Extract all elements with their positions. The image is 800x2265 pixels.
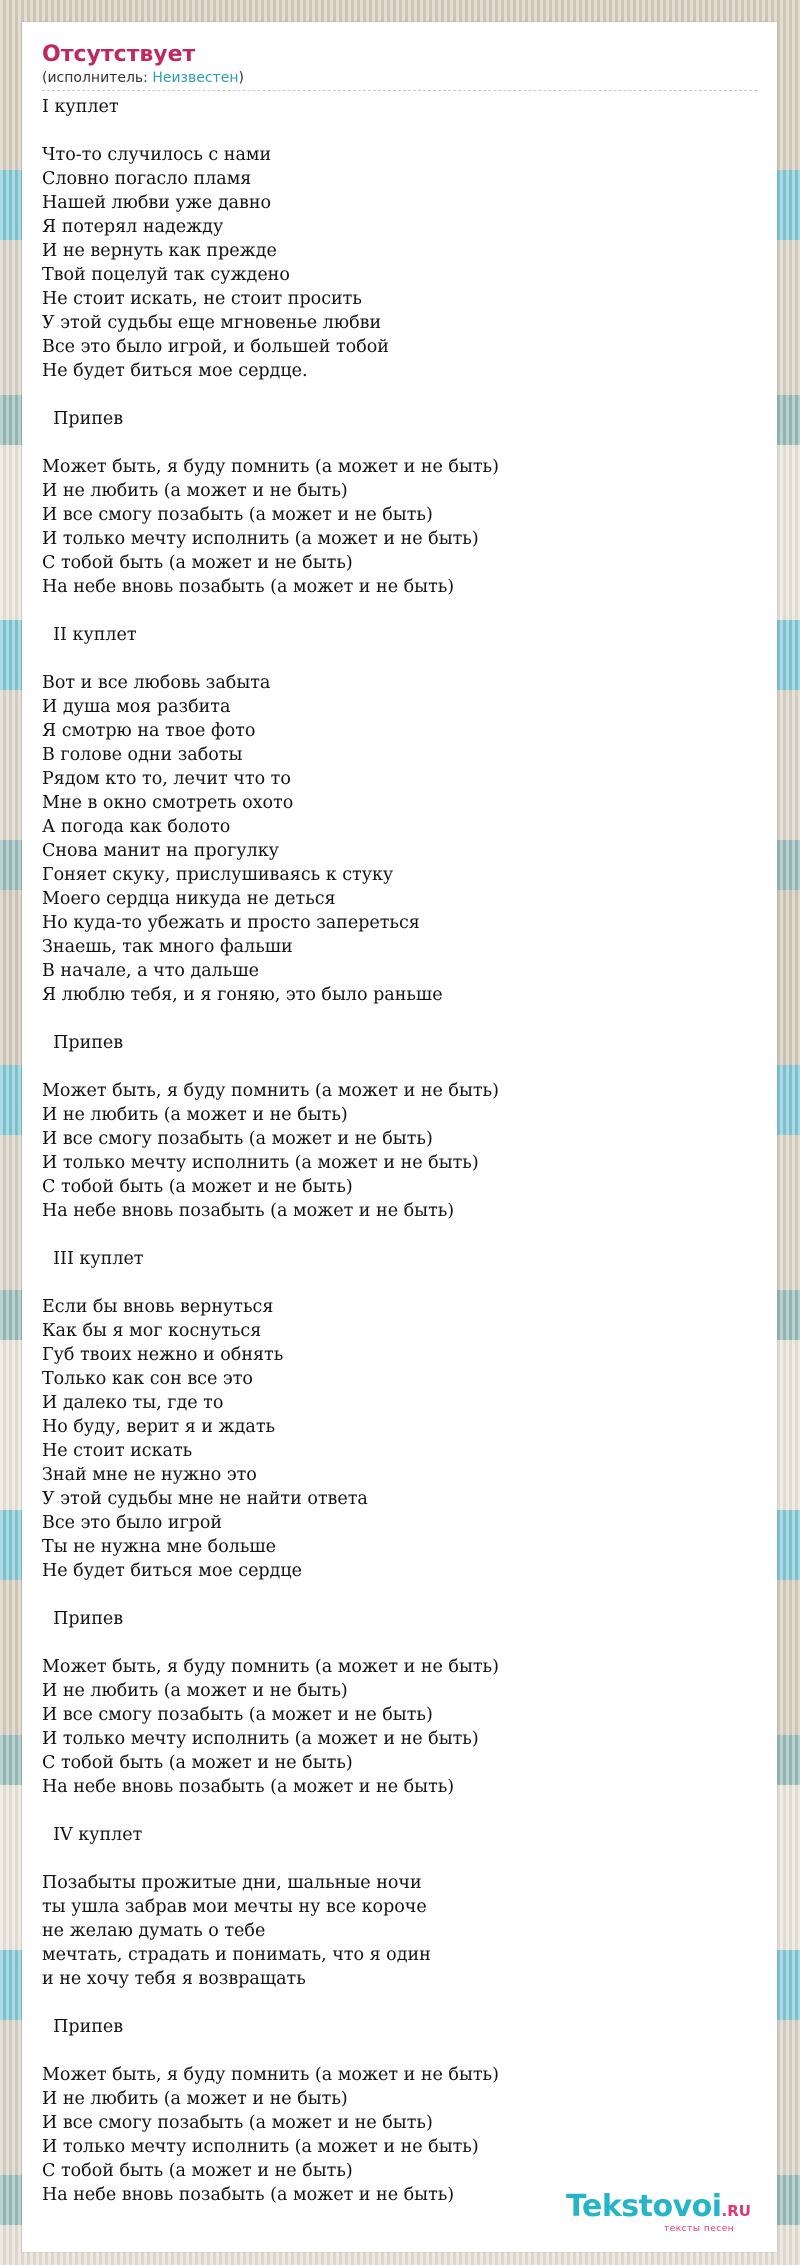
lyric-line: Припев <box>42 1033 124 1053</box>
lyric-line: В начале, а что дальше <box>42 961 259 981</box>
lyric-line: Снова манит на прогулку <box>42 841 279 861</box>
lyric-line: И не любить (а может и не быть) <box>42 481 348 501</box>
lyric-line: Не стоит искать <box>42 1441 193 1461</box>
lyric-line: И все смогу позабыть (а может и не быть) <box>42 505 433 525</box>
lyric-line: Может быть, я буду помнить (а может и не быть) <box>42 1081 499 1101</box>
lyric-line: И далеко ты, где то <box>42 1393 224 1413</box>
lyric-line: Я смотрю на твое фото <box>42 721 256 741</box>
lyric-line: Твой поцелуй так суждено <box>42 265 290 285</box>
lyric-line: Но буду, верит я и ждать <box>42 1417 276 1437</box>
lyric-line: С тобой быть (а может и не быть) <box>42 553 353 573</box>
lyric-line: Может быть, я буду помнить (а может и не быть) <box>42 1657 499 1677</box>
lyric-line: Но куда-то убежать и просто запереться <box>42 913 420 933</box>
lyric-line: У этой судьбы еще мгновенье любви <box>42 313 382 333</box>
lyric-line: И только мечту исполнить (а может и не быть) <box>42 1729 479 1749</box>
lyric-line: Позабыты прожитые дни, шальные ночи <box>42 1873 422 1893</box>
lyric-line: И не любить (а может и не быть) <box>42 2089 348 2109</box>
lyric-line: Нашей любви уже давно <box>42 193 272 213</box>
lyric-line: И все смогу позабыть (а может и не быть) <box>42 1705 433 1725</box>
artist-suffix: ) <box>238 70 244 86</box>
lyric-line: С тобой быть (а может и не быть) <box>42 1177 353 1197</box>
lyric-line <box>42 1631 757 1655</box>
lyric-line: На небе вновь позабыть (а может и не быть) <box>42 1777 455 1797</box>
lyric-line <box>42 2039 757 2063</box>
song-title: Отсутствует <box>42 42 196 67</box>
lyric-line: Я люблю тебя, и я гоняю, это было раньше <box>42 985 443 1005</box>
lyric-line: Припев <box>42 2017 124 2037</box>
lyric-line: Припев <box>42 409 124 429</box>
lyric-line <box>42 431 757 455</box>
artist-line <box>42 68 757 91</box>
lyric-line <box>42 119 757 143</box>
artist-link[interactable]: Неизвестен <box>152 70 239 86</box>
lyric-line: И не вернуть как прежде <box>42 241 277 261</box>
lyric-line: Губ твоих нежно и обнять <box>42 1345 284 1365</box>
lyric-line <box>42 1799 757 1823</box>
lyric-line: С тобой быть (а может и не быть) <box>42 1753 353 1773</box>
lyric-line <box>42 1271 757 1295</box>
lyric-line: Что-то случилось с нами <box>42 145 272 165</box>
lyric-line: II куплет <box>42 625 137 645</box>
lyric-line: Мне в окно смотреть охото <box>42 793 294 813</box>
site-logo[interactable] <box>566 2190 776 2240</box>
lyric-line: Не стоит искать, не стоит просить <box>42 289 362 309</box>
lyric-line: Только как сон все это <box>42 1369 253 1389</box>
lyric-line: Гоняет скуку, прислушиваясь к стуку <box>42 865 394 885</box>
lyric-line: На небе вновь позабыть (а может и не быть) <box>42 2185 455 2205</box>
lyric-line: Припев <box>42 1609 124 1629</box>
lyric-line: Словно погасло пламя <box>42 169 252 189</box>
lyric-line <box>42 1223 757 1247</box>
lyric-line: И душа моя разбита <box>42 697 231 717</box>
lyric-line: Знаешь, так много фальши <box>42 937 293 957</box>
lyric-line <box>42 383 757 407</box>
lyric-line: Если бы вновь вернуться <box>42 1297 274 1317</box>
lyric-line: И не любить (а может и не быть) <box>42 1681 348 1701</box>
lyric-line <box>42 599 757 623</box>
lyric-line: IV куплет <box>42 1825 143 1845</box>
lyric-line: Рядом кто то, лечит что то <box>42 769 291 789</box>
lyric-line: И только мечту исполнить (а может и не быть) <box>42 2137 479 2157</box>
logo-tagline: тексты песен <box>664 2224 735 2234</box>
logo-wordmark: Tekstovoi <box>566 2189 722 2224</box>
lyric-line: Не будет биться мое сердце. <box>42 361 308 381</box>
lyric-line: С тобой быть (а может и не быть) <box>42 2161 353 2181</box>
lyric-line <box>42 1847 757 1871</box>
lyric-line: Не будет биться мое сердце <box>42 1561 303 1581</box>
lyric-line <box>42 1583 757 1607</box>
logo-tld: .RU <box>721 2202 751 2220</box>
lyric-line: У этой судьбы мне не найти ответа <box>42 1489 368 1509</box>
lyric-line: В голове одни заботы <box>42 745 243 765</box>
lyric-line: И все смогу позабыть (а может и не быть) <box>42 2113 433 2133</box>
lyric-line: не желаю думать о тебе <box>42 1921 266 1941</box>
lyric-line: Вот и все любовь забыта <box>42 673 271 693</box>
lyric-line <box>42 1991 757 2015</box>
lyrics-card <box>22 22 777 2252</box>
lyric-line: Как бы я мог коснуться <box>42 1321 262 1341</box>
lyric-line <box>42 647 757 671</box>
lyric-line: А погода как болото <box>42 817 231 837</box>
lyric-line: Все это было игрой, и большей тобой <box>42 337 389 357</box>
lyric-line <box>42 1007 757 1031</box>
lyric-line <box>42 1055 757 1079</box>
lyric-line: Может быть, я буду помнить (а может и не быть) <box>42 457 499 477</box>
lyric-line: ты ушла забрав мои мечты ну все короче <box>42 1897 427 1917</box>
lyric-line: Я потерял надежду <box>42 217 224 237</box>
lyric-line: И только мечту исполнить (а может и не быть) <box>42 529 479 549</box>
lyric-line: III куплет <box>42 1249 144 1269</box>
lyric-line: и не хочу тебя я возвращать <box>42 1969 306 1989</box>
lyric-line: Ты не нужна мне больше <box>42 1537 277 1557</box>
lyric-line: Может быть, я буду помнить (а может и не быть) <box>42 2065 499 2085</box>
lyric-line: И все смогу позабыть (а может и не быть) <box>42 1129 433 1149</box>
lyric-line: На небе вновь позабыть (а может и не быть) <box>42 577 455 597</box>
lyric-line: И не любить (а может и не быть) <box>42 1105 348 1125</box>
lyric-line: Моего сердца никуда не деться <box>42 889 336 909</box>
lyric-line: На небе вновь позабыть (а может и не быть) <box>42 1201 455 1221</box>
lyric-line: Знай мне не нужно это <box>42 1465 257 1485</box>
lyric-line: И только мечту исполнить (а может и не быть) <box>42 1153 479 1173</box>
lyrics-text <box>42 95 757 2207</box>
lyric-line: Все это было игрой <box>42 1513 223 1533</box>
lyric-line: I куплет <box>42 97 119 117</box>
artist-prefix: (исполнитель: <box>42 70 153 86</box>
lyric-line: мечтать, страдать и понимать, что я один <box>42 1945 431 1965</box>
